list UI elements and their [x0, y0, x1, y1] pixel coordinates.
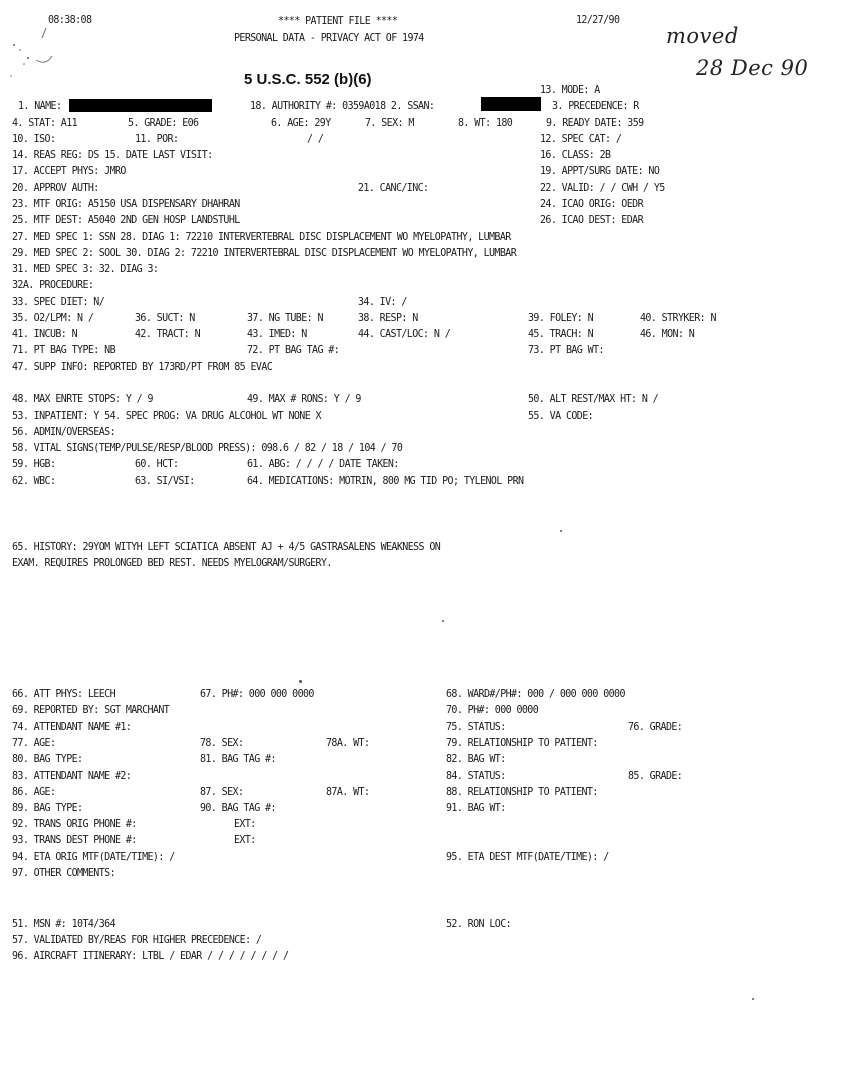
field-max-enrte-stops: 48. MAX ENRTE STOPS: Y / 9 [12, 393, 153, 406]
field-ron-loc: 52. RON LOC: [446, 918, 512, 931]
field-iso: 10. ISO: [12, 133, 56, 146]
field-attendant-2-bag-type: 89. BAG TYPE: [12, 802, 83, 815]
document-subtitle: PERSONAL DATA - PRIVACY ACT OF 1974 [234, 32, 424, 45]
field-imed: 43. IMED: N [247, 328, 307, 341]
scan-speck [442, 620, 444, 622]
field-pt-bag-type: 71. PT BAG TYPE: NB [12, 344, 115, 357]
field-med-spec-2-diag-2: 29. MED SPEC 2: SOOL 30. DIAG 2: 72210 INTERVERTEBRAL DISC DISPLACEMENT WO MYELOPATHY, LUMBAR [12, 247, 517, 260]
field-procedure: 32A. PROCEDURE: [12, 279, 94, 292]
field-att-phys-phone: 67. PH#: 000 000 0000 [200, 688, 314, 701]
field-tract: 42. TRACT: N [135, 328, 201, 341]
field-accept-phys: 17. ACCEPT PHYS: JMRO [12, 165, 126, 178]
field-trans-orig-phone: 92. TRANS ORIG PHONE #: [12, 818, 137, 831]
field-attendant-2-bag-tag: 90. BAG TAG #: [200, 802, 276, 815]
field-suct: 36. SUCT: N [135, 312, 195, 325]
field-foley: 39. FOLEY: N [528, 312, 594, 325]
field-iv: 34. IV: / [358, 296, 407, 309]
field-admin-overseas: 56. ADMIN/OVERSEAS: [12, 426, 115, 439]
field-inpatient-spec-prog: 53. INPATIENT: Y 54. SPEC PROG: VA DRUG ALCOHOL WT NONE X [12, 410, 321, 423]
field-sex: 7. SEX: M [365, 117, 414, 130]
foia-exemption-stamp: 5 U.S.C. 552 (b)(6) [244, 71, 372, 88]
scan-speck [752, 998, 754, 1000]
field-name: 1. NAME: [18, 100, 62, 113]
field-eta-dest-mtf: 95. ETA DEST MTF(DATE/TIME): / [446, 851, 609, 864]
field-attendant-2-wt: 87A. WT: [326, 786, 370, 799]
field-attendant-1-name: 74. ATTENDANT NAME #1: [12, 721, 132, 734]
field-attendant-1-age: 77. AGE: [12, 737, 56, 750]
field-attendant-1-sex: 78. SEX: [200, 737, 244, 750]
scan-speck [299, 680, 302, 683]
field-other-comments: 97. OTHER COMMENTS: [12, 867, 115, 880]
field-attendant-1-status: 75. STATUS: [446, 721, 506, 734]
field-ng-tube: 37. NG TUBE: N [247, 312, 323, 325]
field-supp-info: 47. SUPP INFO: REPORTED BY 173RD/PT FROM 85 EVAC [12, 361, 273, 374]
field-medications: 64. MEDICATIONS: MOTRIN, 800 MG TID PO; TYLENOL PRN [247, 475, 524, 488]
field-stat: 4. STAT: A11 [12, 117, 78, 130]
field-va-code: 55. VA CODE: [528, 410, 594, 423]
field-wbc: 62. WBC: [12, 475, 56, 488]
field-icao-dest: 26. ICAO DEST: EDAR [540, 214, 643, 227]
field-attendant-1-relationship: 79. RELATIONSHIP TO PATIENT: [446, 737, 598, 750]
field-hgb: 59. HGB: [12, 458, 56, 471]
handwritten-note-moved: moved [666, 24, 739, 48]
field-trans-dest-phone: 93. TRANS DEST PHONE #: [12, 834, 137, 847]
field-resp: 38. RESP: N [358, 312, 418, 325]
field-validated-by: 57. VALIDATED BY/REAS FOR HIGHER PRECEDENCE: / [12, 934, 262, 947]
field-attendant-2-bag-wt: 91. BAG WT: [446, 802, 506, 815]
field-authority-ssan: 18. AUTHORITY #: 0359A018 2. SSAN: [250, 100, 435, 113]
field-attendant-1-bag-tag: 81. BAG TAG #: [200, 753, 276, 766]
field-vital-signs: 58. VITAL SIGNS(TEMP/PULSE/RESP/BLOOD PRESS): 098.6 / 82 / 18 / 104 / 70 [12, 442, 403, 455]
field-spec-diet: 33. SPEC DIET: N/ [12, 296, 105, 309]
field-canc-inc: 21. CANC/INC: [358, 182, 429, 195]
field-attendant-2-relationship: 88. RELATIONSHIP TO PATIENT: [446, 786, 598, 799]
field-alt-rest: 50. ALT REST/MAX HT: N / [528, 393, 659, 406]
field-attendant-1-wt: 78A. WT: [326, 737, 370, 750]
field-mtf-orig: 23. MTF ORIG: A5150 USA DISPENSARY DHAHRAN [12, 198, 240, 211]
field-attendant-2-sex: 87. SEX: [200, 786, 244, 799]
field-precedence: 3. PRECEDENCE: R [552, 100, 639, 113]
field-attendant-2-name: 83. ATTENDANT NAME #2: [12, 770, 132, 783]
field-history: 65. HISTORY: 29YOM WITYH LEFT SCIATICA ABSENT AJ + 4/5 GASTRASALENS WEAKNESS ON [12, 541, 441, 554]
field-hct: 60. HCT: [135, 458, 179, 471]
field-abg: 61. ABG: / / / / DATE TAKEN: [247, 458, 399, 471]
field-wt: 8. WT: 180 [458, 117, 513, 130]
field-grade: 5. GRADE: E06 [128, 117, 199, 130]
field-o2-lpm: 35. O2/LPM: N / [12, 312, 94, 325]
scan-speck [560, 530, 562, 532]
field-class: 16. CLASS: 2B [540, 149, 611, 162]
field-stryker: 40. STRYKER: N [640, 312, 716, 325]
field-si-vsi: 63. SI/VSI: [135, 475, 195, 488]
field-por: 11. POR: [135, 133, 179, 146]
field-appt-surg-date: 19. APPT/SURG DATE: NO [540, 165, 660, 178]
handwritten-note-date: 28 Dec 90 [696, 56, 809, 80]
redaction-name [69, 99, 212, 112]
print-time: 08:38:08 [48, 14, 92, 27]
field-approv-auth: 20. APPROV AUTH: [12, 182, 99, 195]
field-trans-orig-ext: EXT: [234, 818, 256, 831]
field-mode: 13. MODE: A [540, 84, 600, 97]
field-attendant-2-age: 86. AGE: [12, 786, 56, 799]
pen-mark [6, 20, 66, 90]
field-ward-phone: 68. WARD#/PH#: 000 / 000 000 0000 [446, 688, 625, 701]
field-por-slashes: / / [307, 133, 324, 146]
field-med-spec-1-diag-1: 27. MED SPEC 1: SSN 28. DIAG 1: 72210 INTERVERTEBRAL DISC DISPLACEMENT WO MYELOPATHY, LUMBAR [12, 231, 511, 244]
field-mtf-dest: 25. MTF DEST: A5040 2ND GEN HOSP LANDSTUHL [12, 214, 240, 227]
field-attendant-1-bag-type: 80. BAG TYPE: [12, 753, 83, 766]
field-att-phys: 66. ATT PHYS: LEECH [12, 688, 115, 701]
print-date: 12/27/90 [576, 14, 620, 27]
field-attendant-1-bag-wt: 82. BAG WT: [446, 753, 506, 766]
field-ready-date: 9. READY DATE: 359 [546, 117, 644, 130]
field-aircraft-itinerary: 96. AIRCRAFT ITINERARY: LTBL / EDAR / / / / / / / / [12, 950, 289, 963]
field-icao-orig: 24. ICAO ORIG: OEDR [540, 198, 643, 211]
field-cast-loc: 44. CAST/LOC: N / [358, 328, 451, 341]
field-incub: 41. INCUB: N [12, 328, 78, 341]
field-msn: 51. MSN #: 10T4/364 [12, 918, 115, 931]
field-attendant-2-status: 84. STATUS: [446, 770, 506, 783]
field-mon: 46. MON: N [640, 328, 695, 341]
field-spec-cat: 12. SPEC CAT: / [540, 133, 622, 146]
field-max-rons: 49. MAX # RONS: Y / 9 [247, 393, 361, 406]
redaction-ssan [481, 97, 541, 111]
field-trans-dest-ext: EXT: [234, 834, 256, 847]
field-reas-reg: 14. REAS REG: DS 15. DATE LAST VISIT: [12, 149, 213, 162]
field-pt-bag-tag: 72. PT BAG TAG #: [247, 344, 340, 357]
field-pt-bag-wt: 73. PT BAG WT: [528, 344, 604, 357]
field-trach: 45. TRACH: N [528, 328, 594, 341]
field-reported-by: 69. REPORTED BY: SGT MARCHANT [12, 704, 170, 717]
document-title: **** PATIENT FILE **** [278, 15, 398, 28]
field-attendant-1-grade: 76. GRADE: [628, 721, 683, 734]
field-med-spec-3-diag-3: 31. MED SPEC 3: 32. DIAG 3: [12, 263, 159, 276]
field-history-continued: EXAM. REQUIRES PROLONGED BED REST. NEEDS MYELOGRAM/SURGERY. [12, 557, 332, 570]
field-valid: 22. VALID: / / CWH / Y5 [540, 182, 665, 195]
field-eta-orig-mtf: 94. ETA ORIG MTF(DATE/TIME): / [12, 851, 175, 864]
field-attendant-2-grade: 85. GRADE: [628, 770, 683, 783]
field-age: 6. AGE: 29Y [271, 117, 331, 130]
field-reporter-phone: 70. PH#: 000 0000 [446, 704, 539, 717]
